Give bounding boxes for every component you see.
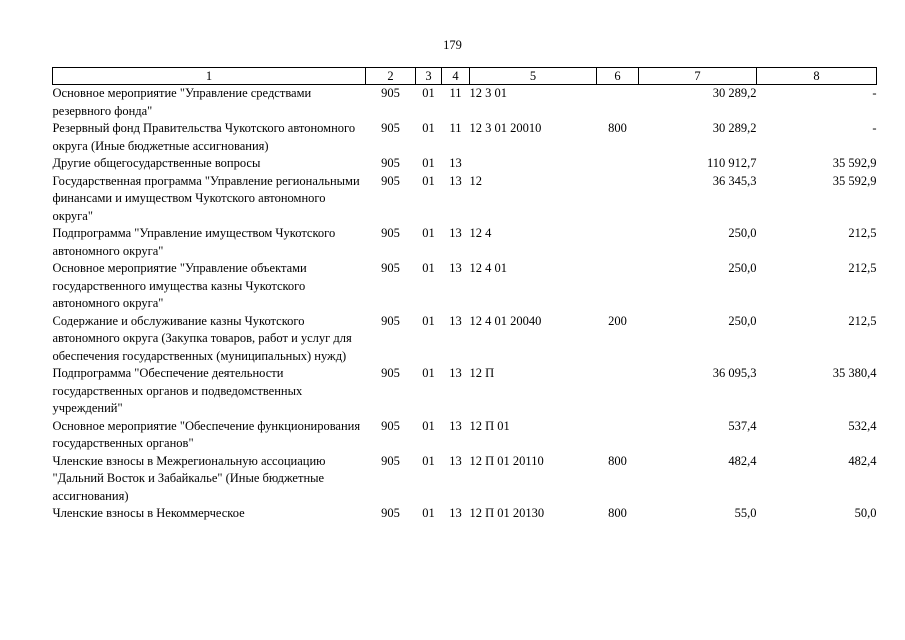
subsection-code: 11	[449, 121, 462, 135]
table-row	[53, 453, 877, 506]
target-article-code: 12	[469, 173, 482, 188]
section-code: 01	[422, 366, 435, 380]
subsection-code: 13	[449, 156, 462, 170]
row-name: Основное мероприятие "Управление объектами государственного имущества казны Чукотского автономного округа"	[52, 261, 307, 310]
subsection-code: 13	[449, 313, 462, 328]
amount-col7: 250,0	[728, 313, 757, 328]
amount-col8: 35 592,9	[832, 173, 877, 188]
table-row	[53, 173, 877, 226]
target-article-code: 12 П 01 20130	[469, 506, 545, 520]
budget-table	[52, 67, 877, 523]
ministry-code: 905	[381, 261, 400, 275]
row-name: Другие общегосударственные вопросы	[52, 156, 261, 170]
expense-type-code: 800	[608, 506, 627, 520]
section-code: 01	[422, 226, 435, 240]
column-header: 3	[416, 68, 442, 85]
target-article-code: 12 4 01	[469, 261, 507, 275]
amount-col7: 250,0	[728, 226, 757, 240]
subsection-code: 13	[449, 173, 462, 188]
expense-type-code	[597, 418, 639, 453]
target-article-code: 12 П 01 20110	[469, 453, 544, 468]
amount-col7: 30 289,2	[712, 121, 757, 135]
page-number: 179	[443, 38, 462, 52]
amount-col7: 250,0	[728, 261, 757, 275]
table-row	[53, 225, 877, 260]
target-article-code: 12 3 01	[469, 86, 507, 100]
ministry-code: 905	[381, 506, 400, 520]
column-header: 8	[757, 68, 877, 85]
expense-type-code	[597, 173, 639, 226]
subsection-code: 13	[449, 261, 462, 275]
amount-col8: 212,5	[848, 313, 877, 328]
amount-col7: 110 912,7	[706, 156, 757, 170]
expense-type-code: 800	[608, 453, 627, 468]
row-name: Основное мероприятие "Управление средствами резервного фонда"	[52, 86, 312, 118]
column-header: 1	[53, 68, 366, 85]
target-article-code: 12 4 01 20040	[469, 313, 542, 328]
section-code: 01	[422, 261, 435, 275]
section-code: 01	[422, 313, 435, 328]
expense-type-code: 200	[608, 313, 627, 328]
expense-type-code	[597, 85, 639, 121]
table-row	[53, 505, 877, 523]
expense-type-code	[597, 225, 639, 260]
section-code: 01	[422, 506, 435, 520]
expense-type-code	[597, 155, 639, 173]
amount-col8: 212,5	[848, 226, 877, 240]
table-row	[53, 120, 877, 155]
column-header: 5	[470, 68, 597, 85]
amount-col8: 35 592,9	[832, 156, 877, 170]
amount-col8: 50,0	[854, 506, 877, 520]
ministry-code: 905	[381, 86, 400, 100]
ministry-code: 905	[381, 121, 400, 135]
amount-col8: 35 380,4	[832, 366, 877, 380]
target-article-code: 12 4	[469, 226, 492, 240]
row-name: Резервный фонд Правительства Чукотского автономного округа (Иные бюджетные ассигнования)	[52, 121, 356, 153]
column-header: 6	[597, 68, 639, 85]
subsection-code: 13	[449, 226, 462, 240]
amount-col7: 36 095,3	[712, 366, 757, 380]
table-row	[53, 313, 877, 366]
row-name: Подпрограмма "Обеспечение деятельности государственных органов и подведомственных учреждений"	[52, 366, 303, 415]
section-code: 01	[422, 418, 435, 433]
subsection-code: 13	[449, 506, 462, 520]
table-row	[53, 260, 877, 313]
amount-col7: 30 289,2	[712, 86, 757, 100]
amount-col8: 212,5	[848, 261, 877, 275]
ministry-code: 905	[381, 418, 400, 433]
row-name: Подпрограмма "Управление имуществом Чукотского автономного округа"	[52, 226, 336, 258]
ministry-code: 905	[381, 226, 400, 240]
target-article-code	[470, 155, 597, 173]
expense-type-code: 800	[608, 121, 627, 135]
table-row	[53, 155, 877, 173]
section-code: 01	[422, 121, 435, 135]
subsection-code: 11	[449, 86, 462, 100]
expense-type-code	[597, 260, 639, 313]
ministry-code: 905	[381, 313, 400, 328]
amount-col8: 482,4	[848, 453, 877, 468]
column-header: 7	[639, 68, 757, 85]
amount-col8: -	[872, 86, 877, 100]
row-name: Членские взносы в Некоммерческое	[52, 506, 245, 520]
ministry-code: 905	[381, 173, 400, 188]
subsection-code: 13	[449, 453, 462, 468]
table-row	[53, 85, 877, 121]
header-row	[53, 68, 877, 85]
target-article-code: 12 П	[469, 366, 495, 380]
amount-col7: 537,4	[728, 418, 757, 433]
section-code: 01	[422, 156, 435, 170]
table-row	[53, 418, 877, 453]
ministry-code: 905	[381, 366, 400, 380]
row-name: Государственная программа "Управление региональными финансами и имуществом Чукотского автономного округа"	[52, 173, 360, 223]
row-name: Основное мероприятие "Обеспечение функционирования государственных органов"	[52, 418, 361, 450]
column-header: 4	[442, 68, 470, 85]
column-header: 2	[366, 68, 416, 85]
amount-col8: -	[872, 121, 877, 135]
expense-type-code	[597, 365, 639, 418]
row-name: Членские взносы в Межрегиональную ассоциацию "Дальний Восток и Забайкалье" (Иные бюджетные ассигнования)	[52, 453, 326, 503]
amount-col8: 532,4	[848, 418, 877, 433]
target-article-code: 12 3 01 20010	[469, 121, 542, 135]
amount-col7: 55,0	[734, 506, 757, 520]
ministry-code: 905	[381, 453, 400, 468]
ministry-code: 905	[381, 156, 400, 170]
target-article-code: 12 П 01	[469, 418, 510, 433]
row-name: Содержание и обслуживание казны Чукотского автономного округа (Закупка товаров, работ и услуг для обеспечения государственных (муниципальных) нужд)	[52, 313, 352, 363]
section-code: 01	[422, 86, 435, 100]
amount-col7: 36 345,3	[712, 173, 757, 188]
table-row	[53, 365, 877, 418]
subsection-code: 13	[449, 418, 462, 433]
section-code: 01	[422, 173, 435, 188]
subsection-code: 13	[449, 366, 462, 380]
section-code: 01	[422, 453, 435, 468]
amount-col7: 482,4	[728, 453, 757, 468]
